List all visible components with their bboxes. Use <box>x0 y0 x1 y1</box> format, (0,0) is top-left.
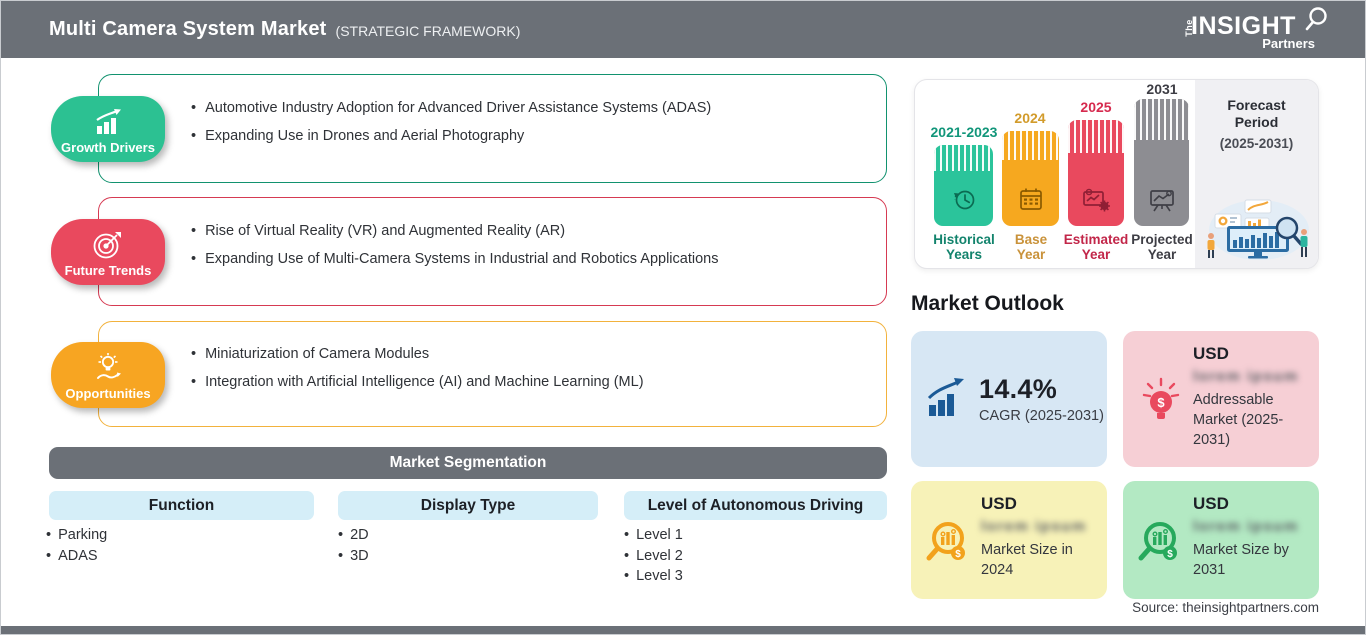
bullet-item: • Expanding Use in Drones and Aerial Photography <box>191 122 711 150</box>
estimated-year-value: 2025 <box>1080 99 1112 115</box>
magnifier-icon <box>1303 6 1329 32</box>
list-item: • Level 2 <box>624 546 683 567</box>
clock-history-icon <box>949 186 979 214</box>
bullet-item: • Integration with Artificial Intelligence (AI) and Machine Learning (ML) <box>191 368 644 396</box>
card-label: Market Size in 2024 <box>981 542 1073 578</box>
projected-year-label: Projected Year <box>1131 232 1193 262</box>
market-size-2024-card <box>911 481 1107 599</box>
forecast-period-range: (2025-2031) <box>1219 136 1294 151</box>
estimated-year-bar <box>1068 120 1124 226</box>
hand-bulb-icon <box>90 352 126 384</box>
logo-the-text: The <box>1183 19 1194 37</box>
future-trends-label: Future Trends <box>64 263 152 278</box>
list-item: • Level 3 <box>624 566 683 587</box>
research-timeline-panel <box>914 79 1319 269</box>
historical-years-bar <box>934 145 993 226</box>
list-item: • Parking <box>46 525 107 546</box>
list-item: • 3D <box>338 546 369 567</box>
growth-drivers-label: Growth Drivers <box>61 140 155 155</box>
market-size-2031-card <box>1123 481 1319 599</box>
historical-years-range: 2021-2023 <box>930 124 998 140</box>
opportunities-bullet-list <box>191 340 644 396</box>
bar-stripes <box>1002 131 1059 160</box>
bar-stripes <box>1068 120 1124 153</box>
source-attribution: Source: theinsightpartners.com <box>1132 600 1319 615</box>
presentation-chart-icon <box>1147 186 1177 214</box>
growth-drivers-badge <box>51 96 165 162</box>
segment-header-function: Function <box>49 491 314 520</box>
bullet-item: • Miniaturization of Camera Modules <box>191 340 644 368</box>
market-segmentation-title: Market Segmentation <box>389 454 547 471</box>
list-item: • Level 1 <box>624 525 683 546</box>
card-label: Market Size by 2031 <box>1193 542 1289 578</box>
estimated-year-label: Estimated Year <box>1063 232 1129 262</box>
magnifier-chart-icon <box>1136 517 1186 567</box>
bar-stripes <box>934 145 993 171</box>
autonomous-driving-item-list <box>624 525 683 587</box>
bar-chart-rising-icon <box>90 108 126 138</box>
base-year-value: 2024 <box>1014 110 1046 126</box>
insight-partners-logo <box>1171 10 1321 52</box>
market-outlook-title: Market Outlook <box>911 292 1064 315</box>
future-trends-bullet-list <box>191 217 718 273</box>
forecast-period-panel <box>1195 80 1318 268</box>
cagr-value: 14.4% <box>979 374 1058 404</box>
svg-text:$: $ <box>1157 394 1165 410</box>
forecast-period-title: Forecast Period <box>1227 97 1286 130</box>
header-bar <box>1 1 1366 58</box>
cagr-label: CAGR (2025-2031) <box>979 408 1104 424</box>
magnifier-chart-icon <box>924 517 974 567</box>
segment-header-autonomous-driving: Level of Autonomous Driving <box>624 491 887 520</box>
analytics-illustration <box>1201 188 1313 262</box>
market-segmentation-bar <box>49 447 887 479</box>
svg-text:$: $ <box>1167 548 1173 560</box>
card-label: Addressable Market (2025-2031) <box>1193 392 1284 448</box>
growth-drivers-bullet-list <box>191 94 711 150</box>
bullet-item: • Expanding Use of Multi-Camera Systems in Industrial and Robotics Applications <box>191 245 718 273</box>
historical-years-label: Historical Years <box>933 232 995 262</box>
page-title: Multi Camera System Market <box>49 18 327 40</box>
currency-label: USD <box>1193 344 1229 363</box>
opportunities-label: Opportunities <box>65 386 151 401</box>
future-trends-badge <box>51 219 165 285</box>
bar-stripes <box>1134 99 1189 140</box>
list-item: • 2D <box>338 525 369 546</box>
redacted-value: lorem ipsum <box>981 518 1087 535</box>
base-year-bar <box>1002 131 1059 226</box>
page-subtitle: (STRATEGIC FRAMEWORK) <box>335 23 521 39</box>
list-item: • ADAS <box>46 546 107 567</box>
logo-insight-text: INSIGHT <box>1191 12 1296 40</box>
redacted-value: lorem ipsum <box>1193 518 1299 535</box>
bullet-item: • Rise of Virtual Reality (VR) and Augmented Reality (AR) <box>191 217 718 245</box>
calendar-icon <box>1016 186 1046 214</box>
logo-partners-text: Partners <box>1262 36 1315 51</box>
projected-year-bar <box>1134 99 1189 226</box>
bulb-dollar-icon <box>1138 375 1184 427</box>
addressable-market-card <box>1123 331 1319 467</box>
target-dart-icon <box>90 229 126 261</box>
segment-header-display-type: Display Type <box>338 491 598 520</box>
redacted-value: lorem ipsum <box>1193 368 1299 385</box>
base-year-label: Base Year <box>1014 232 1048 262</box>
display-type-item-list <box>338 525 369 566</box>
svg-text:$: $ <box>955 548 961 560</box>
opportunities-badge <box>51 342 165 408</box>
bullet-item: • Automotive Industry Adoption for Advanced Driver Assistance Systems (ADAS) <box>191 94 711 122</box>
currency-label: USD <box>981 494 1017 513</box>
currency-label: USD <box>1193 494 1229 513</box>
cagr-card <box>911 331 1107 467</box>
growth-chart-icon <box>925 377 969 421</box>
projected-year-value: 2031 <box>1146 81 1178 97</box>
function-item-list <box>46 525 107 566</box>
forecast-gear-icon <box>1080 186 1112 214</box>
footer-bar <box>1 626 1366 634</box>
